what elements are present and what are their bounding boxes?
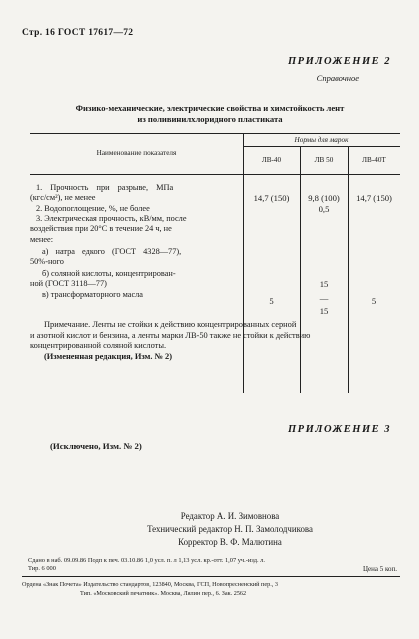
tech-editor-credit: Технический редактор Н. П. Замолодчикова bbox=[147, 524, 313, 534]
row-3a-line-1: а) натра едкого (ГОСТ 4328—77), bbox=[42, 247, 182, 256]
note-edition: (Измененная редакция, Изм. № 2) bbox=[44, 351, 173, 361]
row-3b-value-lv40t: 5 bbox=[371, 296, 377, 306]
row-3-line-1: 3. Электрическая прочность, кВ/мм, после bbox=[36, 214, 187, 223]
editor-credit: Редактор А. И. Зимовнова bbox=[180, 511, 280, 521]
table-row bbox=[30, 269, 242, 290]
row-3b-line-2: ной (ГОСТ 3118—77) bbox=[30, 279, 107, 289]
row-3b-line-1: б) соляной кислоты, концентрирован- bbox=[42, 269, 176, 278]
table-group-rule bbox=[243, 146, 400, 147]
imprint-line-1: Сдано в наб. 09.09.86 Подп к печ. 03.10.86 1,0 усл. п. л 1,13 усл. кр.-отт. 1,07 уч.-изд. л. bbox=[28, 557, 265, 564]
imprint-price: Цена 5 коп. bbox=[362, 565, 397, 573]
row-1-value-lv50: 9,8 (100) bbox=[308, 193, 340, 203]
note-line-2: и азотной кислот и бензина, а ленты марки ЛВ-50 также не стойки к действию bbox=[30, 330, 311, 340]
proofreader-credit: Корректор В. Ф. Малютина bbox=[178, 537, 282, 547]
table-row bbox=[42, 290, 242, 300]
row-3-line-3: менее: bbox=[30, 234, 54, 244]
appendix-2-type: Справочное bbox=[316, 73, 359, 83]
row-1-value-lv40: 14,7 (150) bbox=[253, 193, 290, 203]
row-2-line-1: 2. Водопоглощение, %, не более bbox=[36, 204, 150, 213]
table-row bbox=[36, 204, 236, 214]
appendix-3-label: ПРИЛОЖЕНИЕ 3 bbox=[288, 424, 391, 435]
table-row bbox=[30, 247, 242, 268]
row-3b-value-lv40: 5 bbox=[269, 296, 274, 306]
col-group-header: Нормы для марок bbox=[294, 136, 349, 144]
imprint-rule bbox=[22, 576, 400, 577]
imprint-line-4: Тип. «Московский печатник». Москва, Лялин пер., 6. Зак. 2562 bbox=[80, 590, 247, 597]
row-1-line-1: 1. Прочность при разрыве, МПа bbox=[36, 183, 174, 192]
note-line-3: концентрированной соляной кислоты. bbox=[30, 341, 167, 351]
col-indicator-header: Наименование показателя bbox=[96, 149, 177, 157]
row-3a-line-2: 50%-ного bbox=[30, 257, 64, 267]
row-3-line-2: воздействия при 20°С в течение 24 ч, не bbox=[30, 224, 172, 234]
note-block bbox=[30, 320, 402, 362]
brand-header-2: ЛВ 50 bbox=[314, 156, 334, 164]
table-title-line-2: из поливинилхлоридного пластиката bbox=[137, 114, 283, 124]
table-title-line-1: Физико-механические, электрические свойства и химстойкость лент bbox=[75, 103, 345, 113]
brand-header-3: ЛВ-40Т bbox=[362, 156, 386, 164]
row-3a-value-lv50: 15 bbox=[319, 279, 329, 289]
row-1-line-2: (кгс/см²), не менее bbox=[30, 193, 96, 203]
brand-header-1: ЛВ-40 bbox=[261, 156, 282, 164]
table-top-rule bbox=[30, 133, 400, 134]
row-3b-value-lv50: — bbox=[319, 293, 329, 303]
appendix-2-label: ПРИЛОЖЕНИЕ 2 bbox=[288, 56, 391, 67]
table-header-rule bbox=[30, 174, 400, 175]
page-header: Стр. 16 ГОСТ 17617—72 bbox=[22, 28, 134, 38]
imprint-line-3: Ордена «Знак Почета» Издательство стандартов, 123840, Москва, ГСП, Новопресненский пер., 3 bbox=[22, 581, 278, 588]
appendix-3-excluded: (Исключено, Изм. № 2) bbox=[50, 441, 142, 451]
table-row bbox=[30, 214, 236, 245]
row-1-value-lv40t: 14,7 (150) bbox=[356, 193, 392, 203]
imprint-line-2: Тир. 6 000 bbox=[28, 565, 56, 572]
table-row bbox=[30, 183, 236, 204]
row-3c-line-1: в) трансформаторного масла bbox=[42, 290, 143, 299]
note-line-1: Примечание. Ленты не стойки к действию концентрированных серной bbox=[44, 320, 297, 329]
row-2-value-lv50: 0,5 bbox=[318, 204, 330, 214]
row-3c-value-lv50: 15 bbox=[319, 306, 329, 316]
